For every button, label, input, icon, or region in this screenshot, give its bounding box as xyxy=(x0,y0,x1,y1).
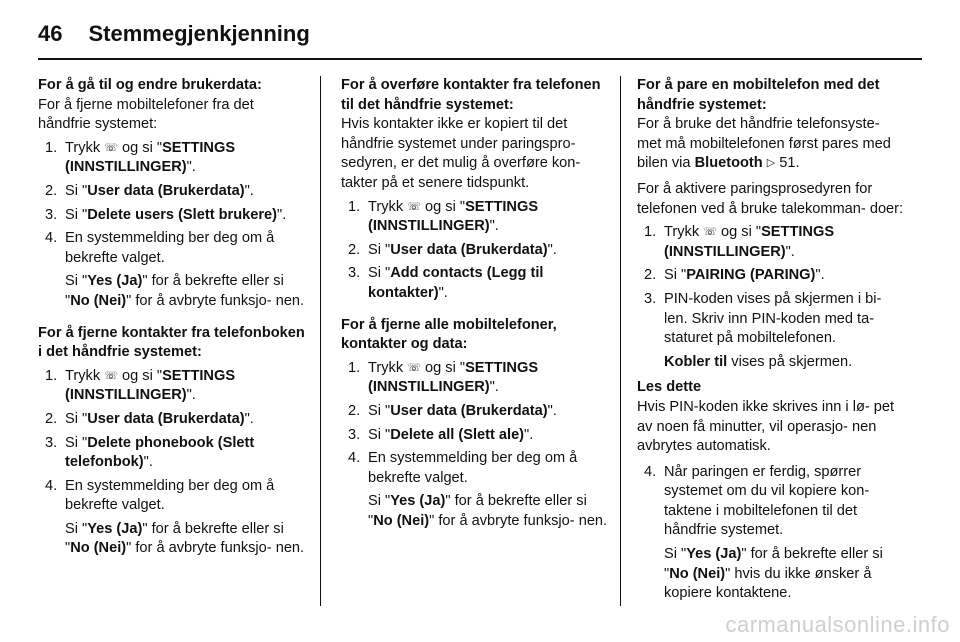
page-header xyxy=(38,14,310,54)
step-3: 3. Si "Add contacts (Legg til kontakter)". xyxy=(348,265,544,301)
step-3: 3. Si "Delete phonebook (Slett telefonbok)". xyxy=(45,434,255,471)
column-2 xyxy=(341,76,609,543)
phone-icon: ☏ xyxy=(703,226,717,239)
step-list xyxy=(341,198,609,304)
section-edit-user-data xyxy=(38,76,306,312)
step-list xyxy=(38,367,306,559)
step-4-detail: Si "Yes (Ja)" for å bekrefte eller si "No (Nei)" for å avbryte funksjo- nen. xyxy=(368,493,608,529)
step-1: 1. Trykk ☏ og si "SETTINGS (INNSTILLINGER)". xyxy=(348,198,539,235)
paragraph: For å bruke det håndfrie telefonsyste- met må mobiltelefonen først pares med bilen via Bluetooth ▷ 51. xyxy=(637,115,905,174)
section-remove-all xyxy=(341,316,609,532)
section-intro: For å fjerne mobiltelefoner fra det håndfrie systemet: xyxy=(38,96,254,133)
column-divider-1 xyxy=(320,76,321,606)
step-list-continued xyxy=(637,463,905,604)
column-divider-2 xyxy=(620,76,621,606)
note-heading: Les dette xyxy=(637,379,702,396)
step-3: 3. PIN-koden vises på skjermen i bi- len. Skriv inn PIN-koden med ta- staturet på mobiltelefonen. Kobler til vises på skjermen. xyxy=(637,290,905,372)
step-4: 4. Når paringen er ferdig, spørrer systemet om du vil kopiere kon- taktene i mobiltelefonen til det håndfrie systemet. Si "Yes (Ja)" for å bekrefte eller si "No (Nei)" hvis du ikke ønsker å kopiere kontaktene. xyxy=(637,463,905,604)
phone-icon: ☏ xyxy=(407,361,421,374)
section-heading: For å fjerne alle mobiltelefoner, kontakter og data: xyxy=(341,316,557,353)
step-list xyxy=(637,223,905,372)
step-3-detail: Kobler til vises på skjermen. xyxy=(664,353,853,370)
step-1: 1. Trykk ☏ og si "SETTINGS (INNSTILLINGER)". xyxy=(348,359,539,396)
header-divider xyxy=(38,58,922,60)
step-2: 2. Si "PAIRING (PARING)". xyxy=(644,267,825,284)
section-transfer-contacts xyxy=(341,76,609,304)
step-1: 1. Trykk ☏ og si "SETTINGS (INNSTILLINGER)". xyxy=(45,139,236,176)
reference-arrow-icon: ▷ xyxy=(766,157,776,170)
section-heading: For å overføre kontakter fra telefonen til det håndfrie systemet: xyxy=(341,77,601,113)
section-heading: For å pare en mobiltelefon med det håndfrie systemet: xyxy=(637,77,880,113)
section-intro: Hvis kontakter ikke er kopiert til det håndfrie systemet under paringspro- sedyren, er det mulig å overføre kon- takter på et senere tidspunkt. xyxy=(341,116,581,191)
step-2: 2. Si "User data (Brukerdata)". xyxy=(348,241,557,258)
step-4: 4. En systemmelding ber deg om å bekrefte valget. Si "Yes (Ja)" for å bekrefte eller si "No (Nei)" for å avbryte funksjo- nen. xyxy=(38,229,306,311)
step-list xyxy=(38,139,306,312)
step-2: 2. Si "User data (Brukerdata)". xyxy=(45,182,254,199)
page-title: Stemmegjenkjenning xyxy=(88,21,310,46)
page-number: 46 xyxy=(38,21,63,46)
step-1: 1. Trykk ☏ og si "SETTINGS (INNSTILLINGER)". xyxy=(45,367,236,404)
step-3: 3. Si "Delete users (Slett brukere)". xyxy=(45,206,287,223)
phone-icon: ☏ xyxy=(407,200,421,213)
section-heading: For å fjerne kontakter fra telefonboken i det håndfrie systemet: xyxy=(38,324,305,361)
section-pair-phone xyxy=(637,76,905,604)
phone-icon: ☏ xyxy=(104,369,118,382)
step-4-detail: Si "Yes (Ja)" for å bekrefte eller si "No (Nei)" for å avbryte funksjo- nen. xyxy=(65,273,305,309)
step-2: 2. Si "User data (Brukerdata)". xyxy=(45,410,254,427)
column-1 xyxy=(38,76,306,571)
step-1: 1. Trykk ☏ og si "SETTINGS (INNSTILLINGER)". xyxy=(644,224,835,260)
step-2: 2. Si "User data (Brukerdata)". xyxy=(348,402,557,419)
watermark: carmanualsonline.info xyxy=(725,612,950,637)
section-remove-phonebook xyxy=(38,324,306,560)
step-3: 3. Si "Delete all (Slett ale)". xyxy=(348,426,534,443)
step-4: 4. En systemmelding ber deg om å bekrefte valget. Si "Yes (Ja)" for å bekrefte eller si "No (Nei)" for å avbryte funksjo- nen. xyxy=(38,477,306,559)
note-box xyxy=(637,378,905,456)
step-4-detail: Si "Yes (Ja)" for å bekrefte eller si "No (Nei)" hvis du ikke ønsker å kopiere kontaktene. xyxy=(664,546,883,602)
step-list xyxy=(341,359,609,532)
phone-icon: ☏ xyxy=(104,141,118,154)
step-4: 4. En systemmelding ber deg om å bekrefte valget. Si "Yes (Ja)" for å bekrefte eller si "No (Nei)" for å avbryte funksjo- nen. xyxy=(341,449,609,531)
note-text: Hvis PIN-koden ikke skrives inn i lø- pet av noen få minutter, vil operasjo- nen avbrytes automatisk. xyxy=(637,398,895,455)
column-3 xyxy=(637,76,905,616)
paragraph: For å aktivere paringsprosedyren for telefonen ved å bruke talekomman- doer: xyxy=(637,180,904,217)
section-heading: For å gå til og endre brukerdata: xyxy=(38,77,262,93)
step-4-detail: Si "Yes (Ja)" for å bekrefte eller si "No (Nei)" for å avbryte funksjo- nen. xyxy=(65,520,305,557)
